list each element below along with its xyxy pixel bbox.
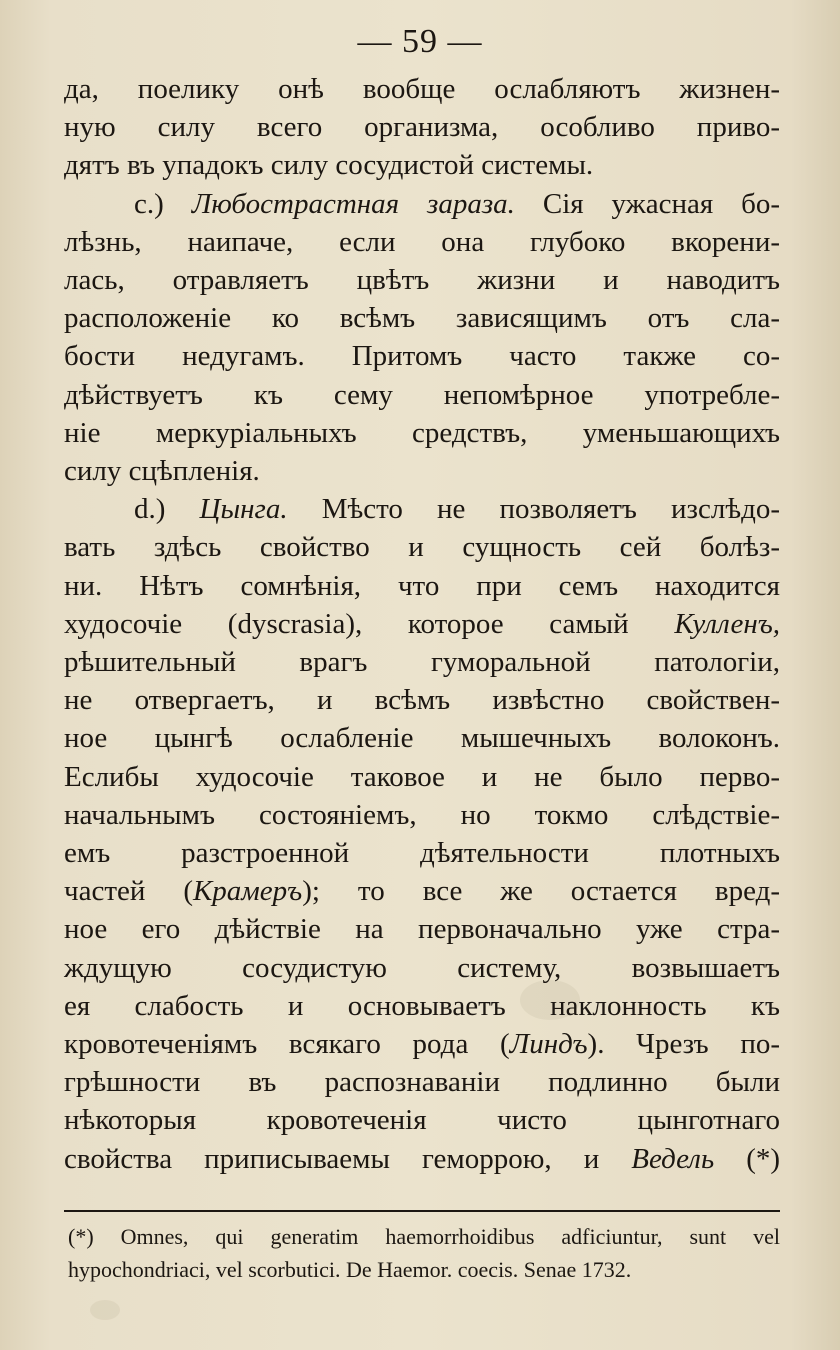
text-line: да, поелику онѣ вообще ослабляютъ жизнен-	[64, 73, 780, 105]
text-line: лѣзнь, наипаче, если она глубоко вкорени-	[64, 225, 780, 258]
text-line	[64, 1140, 780, 1178]
text-fragment: ); то все же остается вред-	[302, 875, 780, 908]
footnote	[68, 1220, 780, 1286]
paragraph-marker: c.)	[134, 187, 164, 220]
text-line: начальнымъ состояніемъ, но токмо слѣдствіе-	[64, 798, 780, 831]
text-line: расположеніе ко всѣмъ зависящимъ отъ сла-	[64, 302, 780, 335]
text-line: ное его дѣйствіе на первоначально уже стра-	[64, 913, 780, 946]
text-line: грѣшности въ распознаваніи подлинно были	[64, 1066, 780, 1099]
text-line: не отвергаетъ, и всѣмъ извѣстно свойствен-	[64, 684, 780, 717]
text-fragment: частей (	[64, 875, 194, 908]
text-line	[64, 1025, 780, 1063]
text-line: ное цынгѣ ослабленіе мышечныхъ волоконъ.	[64, 722, 780, 755]
text-line: вать здѣсь свойство и сущность сей болѣз-	[64, 531, 780, 564]
main-text	[64, 70, 780, 1178]
footnote-line: (*) Omnes, qui generatim haemorrhoidibus adficiuntur, sunt vel	[68, 1224, 780, 1249]
paper-stain	[90, 1300, 120, 1320]
text-line: лась, отравляетъ цвѣтъ жизни и наводитъ	[64, 264, 780, 297]
footnote-reference: (*)	[746, 1142, 781, 1175]
text-line: ни. Нѣтъ сомнѣнія, что при семъ находится	[64, 569, 780, 602]
text-line: ея слабость и основываетъ наклонность къ	[64, 989, 780, 1022]
section-heading: Любострастная зараза.	[191, 187, 515, 220]
text-fragment: худосочіе (dyscrasia), которое самый	[64, 607, 629, 640]
footnote-line: hypochondriaci, vel scorbutici. De Haemor. coecis. Senae 1732.	[68, 1257, 632, 1282]
text-line: нѣкоторыя кровотеченія чисто цынготнаго	[64, 1104, 780, 1137]
text-line: ждущую сосудистую систему, возвышаетъ	[64, 951, 780, 984]
author-name: Крамеръ	[193, 875, 303, 908]
paragraph-marker: d.)	[134, 493, 166, 526]
text-line	[64, 872, 780, 910]
section-heading: Цынга.	[199, 493, 288, 526]
text-fragment: Сія ужасная бо-	[542, 187, 781, 220]
text-line	[64, 605, 780, 643]
paragraph-d-first-line	[64, 490, 780, 528]
paragraph-c-first-line	[64, 185, 780, 223]
text-line: Еслибы худосочіе таковое и не было перво-	[64, 760, 780, 793]
text-line: силу сцѣпленія.	[64, 455, 260, 488]
text-fragment: ). Чрезъ по-	[587, 1028, 780, 1061]
text-line: дѣйствуетъ къ сему непомѣрное употребле-	[64, 378, 780, 411]
text-line: бости недугамъ. Притомъ часто также со-	[64, 340, 780, 373]
text-line: дятъ въ упадокъ силу сосудистой системы.	[64, 149, 594, 182]
author-name: Ведель	[631, 1142, 715, 1175]
author-name: Линдъ	[509, 1028, 588, 1061]
text-line: рѣшительный врагъ гуморальной патологіи,	[64, 646, 780, 679]
text-fragment: свойства приписываемы геморрою, и	[64, 1142, 600, 1175]
text-line: ніе меркуріальныхъ средствъ, уменьшающихъ	[64, 416, 780, 449]
text-fragment: Мѣсто не позволяетъ изслѣдо-	[321, 493, 780, 526]
text-fragment: кровотеченіямъ всякаго рода (	[64, 1028, 510, 1061]
page-number: — 59 —	[357, 23, 483, 60]
text-line: ную силу всего организма, особливо приво-	[64, 111, 780, 144]
author-name: Кулленъ,	[674, 607, 781, 640]
text-line: емъ разстроенной дѣятельности плотныхъ	[64, 837, 780, 870]
footnote-divider	[64, 1210, 780, 1212]
